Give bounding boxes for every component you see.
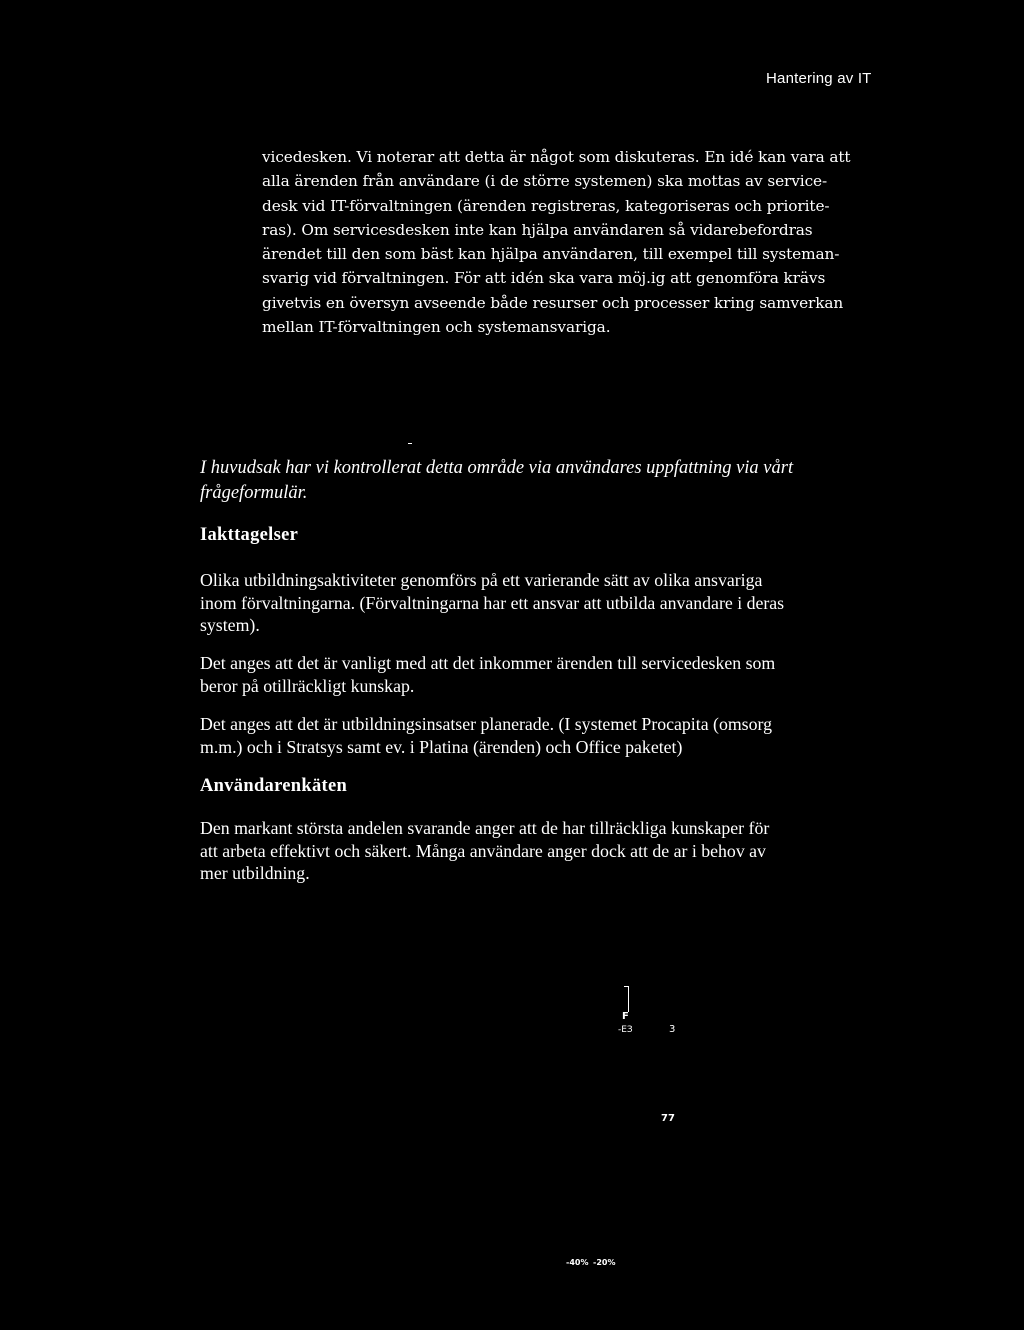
paragraph-line: m.m.) och i Stratsys samt ev. i Platina (ärenden) och Office paketet): [200, 736, 683, 757]
intro-line: frågeformulär.: [200, 483, 308, 503]
chart-value-label: 77: [661, 1113, 675, 1124]
observation-paragraph-2: [200, 652, 890, 697]
chart-axis-tick-neg20: -20%: [593, 1258, 616, 1267]
paragraph-line: system).: [200, 615, 260, 635]
paragraph-line: inom förvaltningarna. (Förvaltningarna har ett ansvar att utbilda anvandare i deras: [200, 592, 785, 613]
paragraph-line: Olika utbildningsaktiviteter genomförs på ett varierande sätt av olika ansvariga: [200, 570, 763, 590]
observations-heading: Iakttagelser: [200, 525, 299, 545]
chart-label-left: -ЕЗ: [618, 1025, 633, 1035]
chart-mark-f: F: [622, 1011, 629, 1022]
survey-paragraph: [200, 817, 890, 885]
intro-italic-text: [200, 456, 900, 506]
section-paragraph-continued: [262, 145, 882, 339]
stray-dash-mark: [408, 443, 412, 444]
paragraph-line: Det anges att det är vanligt med att det inkommer ärenden tıll servicedesken som: [200, 653, 776, 673]
paragraph-line: ras). Om servicesdesken inte kan hjälpa användaren så vidarebefordras: [262, 220, 813, 239]
paragraph-line: beror på otillräckligt kunskap.: [200, 675, 415, 696]
paragraph-line: mer utbildning.: [200, 863, 310, 883]
paragraph-line: desk vid IT-förvaltningen (ärenden registreras, kategoriseras och priorite-: [262, 196, 830, 215]
chart-bracket-line: [628, 986, 629, 1012]
paragraph-line: Det anges att det är utbildningsinsatser planerade. (I systemet Procapita (omsorg: [200, 714, 772, 734]
survey-heading: Användarenkäten: [200, 776, 348, 796]
paragraph-line: svarig vid förvaltningen. För att idén ska vara möj.ig att genomföra krävs: [262, 269, 826, 288]
paragraph-line: att arbeta effektivt och säkert. Många användare anger dock att de ar i behov av: [200, 840, 766, 861]
running-header: Hantering av IT: [766, 70, 872, 87]
paragraph-line: vicedesken. Vi noterar att detta är något som diskuteras. En idé kan vara att: [262, 148, 851, 166]
paragraph-line: Den markant största andelen svarande anger att de har tillräckliga kunskaper för: [200, 818, 770, 838]
chart-axis-tick-neg40: -40%: [566, 1258, 589, 1267]
paragraph-line: ärendet till den som bäst kan hjälpa användaren, till exempel till systeman-: [262, 245, 840, 264]
paragraph-line: mellan IT-förvaltningen och systemansvariga.: [262, 318, 611, 337]
chart-label-right: 3: [669, 1024, 676, 1035]
paragraph-line: alla ärenden från användare (i de större systemen) ska mottas av service-: [262, 172, 828, 191]
intro-line: I huvudsak har vi kontrollerat detta område via användares uppfattning via vårt: [200, 458, 794, 478]
observation-paragraph-3: [200, 713, 890, 758]
observation-paragraph-1: [200, 569, 890, 637]
paragraph-line: givetvis en översyn avseende både resurser och processer kring samverkan: [262, 293, 844, 312]
